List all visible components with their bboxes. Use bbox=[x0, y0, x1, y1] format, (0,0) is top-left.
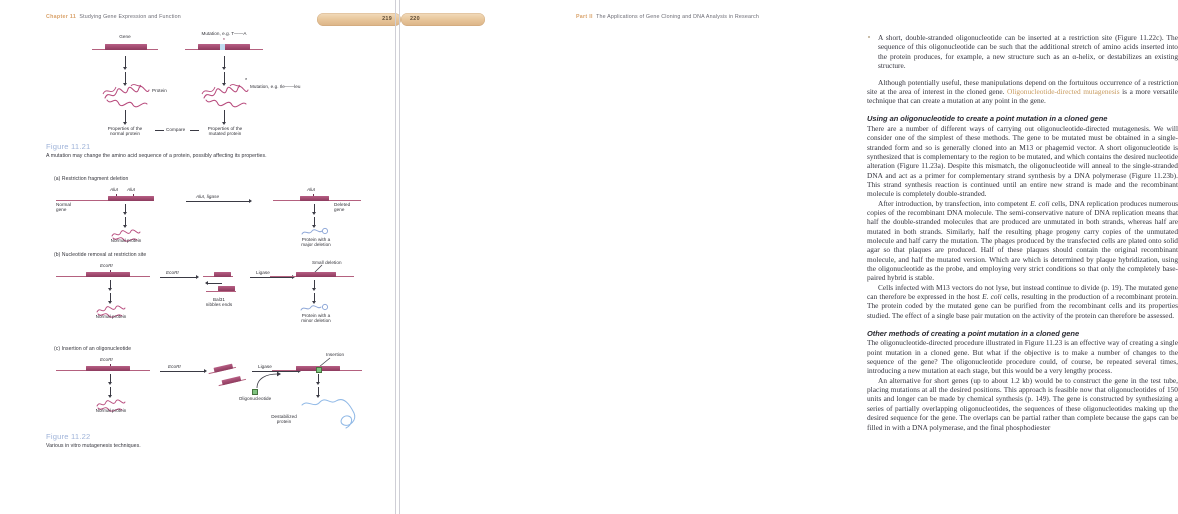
panel-a-result-protein-2: major deletion bbox=[301, 242, 331, 247]
panel-c-fragment-upper bbox=[208, 363, 237, 375]
panel-a-deleted-gene-1: Deleted bbox=[334, 202, 351, 207]
figure-11-22-panel-c bbox=[0, 346, 395, 426]
figure-11-21-graphic bbox=[0, 0, 395, 136]
panel-a-result-protein-1: Protein with a bbox=[301, 237, 331, 242]
species-name-ecoli-1: E. coli bbox=[1030, 198, 1050, 208]
paragraph-3-part-b: cells, DNA replication produces numerous copies of the recombinant DNA molecule. The semi-conservative nature of DNA replication means that half the double-stranded molecules that are produced are unmutated in both strands, whereas half are mutated in both strands. Similarly, half the resulting phage progeny carry copies of the unmutated molecule and half carry the mutation. The phages produced by the transfected cells are plated onto solid agar so that plaques are produced. Half of these plaques should contain the original recombinant molecule, and half the mutated version. Which are which is determined by plaque hybridization, using the oligonucleotide as the probe, and employing very strict conditions so that only the completely base-paired hybrid is stable. bbox=[867, 198, 1178, 283]
panel-a-enzyme-alu1-right: AluI bbox=[127, 187, 136, 192]
panel-c-fragment-lower bbox=[218, 375, 247, 387]
panel-b-result-protein-1: Protein with a bbox=[301, 313, 331, 318]
paragraph-4-part-b: cells, resulting in the production of a recombinant protein. The protein coded by the mutated gene can be purified from the recombinant cells and its properties studied. The effect of a single base pair mutation on the activity of the protein can therefore be assessed. bbox=[867, 292, 1178, 320]
panel-b-small-deletion-label: Small deletion bbox=[312, 260, 342, 265]
label-compare: Compare bbox=[166, 127, 186, 132]
running-head-chapter-number: Chapter 11 bbox=[46, 14, 77, 20]
page-number-right: 220 bbox=[410, 16, 420, 23]
right-page bbox=[401, 0, 1178, 514]
paragraph-gene-synthesis: An alternative for short genes (up to about 1.2 kb) would be to construct the gene in the test tube, placing mutations at all the desired positions. This approach is feasible now that oligonucleotides of 150 units and longer can be made by chemical synthesis (p. 149). The gene is constructed by synthesizing a series of partially overlapping oligonucleotides, the sequences of these oligonucleotides making up the desired sequence for the gene. The overlaps can be partial rather than complete because the gaps can be filled in with a DNA polymerase, and the final phosphodiester bbox=[867, 375, 1178, 432]
panel-b-title: (b) Nucleotide removal at restriction site bbox=[54, 252, 147, 258]
panel-c-enzyme-ecori-top: EcoRI bbox=[100, 357, 113, 362]
panel-c-reaction-ligase: Ligase bbox=[258, 364, 272, 369]
paragraph-1-part-a: Although potentially useful, these manipulations depend on the fortuitous occurrence of a restriction site at the area of interest in the cloned gene. bbox=[867, 77, 1178, 96]
body-text-column bbox=[867, 33, 1178, 432]
running-head-chapter-title: Studying Gene Expression and Function bbox=[79, 14, 181, 20]
panel-c-title: (c) Insertion of an oligonucleotide bbox=[54, 346, 132, 352]
paragraph-transfection bbox=[867, 199, 1178, 283]
figure-11-22-caption bbox=[46, 432, 346, 450]
label-protein: Protein bbox=[152, 88, 167, 93]
label-gene: Gene bbox=[119, 34, 131, 39]
figure-11-22-caption-text: Various in vitro mutagenesis techniques. bbox=[46, 443, 141, 449]
figure-11-21-number: Figure 11.21 bbox=[46, 142, 91, 151]
panel-a-enzyme-alu1-product: AluI bbox=[307, 187, 316, 192]
panel-a-normal-protein-label: Normal protein bbox=[110, 238, 142, 243]
panel-a-title: (a) Restriction fragment deletion bbox=[54, 176, 129, 182]
label-mutated-properties-2: mutated protein bbox=[208, 131, 242, 136]
label-normal-properties-2: normal protein bbox=[109, 131, 141, 136]
figure-11-21-caption bbox=[46, 142, 346, 160]
page-number-left: 219 bbox=[382, 16, 392, 23]
panel-c-destabilized-protein-squiggle bbox=[300, 395, 358, 431]
panel-a-reaction-label: AluI, ligase bbox=[196, 194, 220, 199]
panel-a-enzyme-alu1-left: AluI bbox=[110, 187, 119, 192]
paragraph-methods-overview: There are a number of different ways of carrying out oligonucleotide-directed mutagenesis. We will consider one of the simplest of these methods. The gene to be mutated must be obtained in a single-stranded form and so is generally cloned into an M13 or phagemid vector. A short oligonucleotide is synthesized that is complementary to the region to be mutated, and which contains the desired nucleotide alteration (Figure 11.23a). Despite this mismatch, the oligonucleotide will anneal to the single-stranded DNA and act as a primer for complementary strand synthesis by a DNA polymerase (Figure 11.23b). This strand synthesis reaction is continued until an entire new strand is made and the recombinant molecule is completely double-stranded. bbox=[867, 123, 1178, 199]
paragraph-1-part-b: is a more versatile technique that can create a mutation at any point in the gene. bbox=[867, 86, 1178, 106]
keyword-oligonucleotide-directed-mutagenesis: Oligonucleotide-directed mutagenesis bbox=[1007, 86, 1120, 96]
running-head-part-number: Part II bbox=[575, 14, 593, 20]
panel-a-normal-gene-1: Normal bbox=[56, 202, 72, 207]
species-name-ecoli-2: E. coli bbox=[982, 292, 1002, 302]
subheading-other-methods: Other methods of creating a point mutation in a cloned gene bbox=[867, 328, 1080, 338]
paragraph-3-part-a: After introduction, by transfection, into competent bbox=[878, 198, 1031, 208]
label-mutated-properties-1: Properties of the bbox=[207, 126, 243, 131]
panel-b-reaction-ecori: EcoRI bbox=[166, 270, 179, 275]
label-mutation-asterisk: * bbox=[222, 38, 226, 44]
panel-c-reaction-ecori: EcoRI bbox=[168, 364, 181, 369]
figure-11-22-number: Figure 11.22 bbox=[46, 432, 91, 441]
figure-11-21-caption-text: A mutation may change the amino acid sequence of a protein, possibly affecting its properties. bbox=[46, 153, 267, 159]
bullet-item bbox=[867, 33, 1178, 70]
panel-a-deleted-gene-2: gene bbox=[334, 207, 345, 212]
normal-protein-squiggle bbox=[101, 80, 153, 108]
bullet-dot-icon bbox=[868, 36, 870, 38]
paragraph-m13-cells bbox=[867, 283, 1178, 320]
bullet-paragraph: A short, double-stranded oligonucleotide can be inserted at a restriction site (Figure 11.22c). The sequence of this oligonucleotide can be such that the additional stretch of amino acids inserted into the protein produces, for example, a new structure such as an α-helix, or destabilizes an existing structure. bbox=[878, 33, 1178, 71]
panel-c-normal-protein-label: Normal protein bbox=[95, 408, 127, 413]
panel-b-bal31-1: Bal31 bbox=[213, 297, 225, 302]
panel-c-oligo-feed-arrow bbox=[255, 372, 285, 390]
panel-b-result-protein-2: minor deletion bbox=[301, 318, 331, 323]
paragraph-other-methods: The oligonucleotide-directed procedure illustrated in Figure 11.23 is an effective way of creating a single point mutation in a cloned gene. But what if the objective is to make a number of changes to the sequence of the gene? The oligonucleotide procedure could, of course, be repeated several times, introducing a new mutation at each stage, but this would be a very lengthy process. bbox=[867, 338, 1178, 376]
panel-c-result-protein-2: protein bbox=[276, 419, 292, 424]
panel-c-oligo-label: Oligonucleotide bbox=[238, 396, 272, 401]
panel-b-bal31-2: nibbles ends bbox=[205, 302, 233, 307]
paragraph-4-part-a: Cells infected with M13 vectors do not lyse, but instead continue to divide (p. 19). The mutated gene can therefore be expressed in the host bbox=[867, 282, 1178, 302]
paragraph-oligonucleotide-intro bbox=[867, 78, 1178, 106]
panel-c-insertion-label: Insertion bbox=[326, 352, 345, 357]
label-mutation-dna: Mutation, e.g. T——A bbox=[201, 31, 247, 36]
label-mutation-protein: Mutation, e.g. Ile——leu bbox=[250, 84, 301, 89]
panel-b-normal-protein-label: Normal protein bbox=[95, 314, 127, 319]
running-head-part-title: The Applications of Gene Cloning and DNA Analysis in Research bbox=[596, 14, 759, 20]
panel-b-enzyme-ecori-top: EcoRI bbox=[100, 263, 113, 268]
subheading-using-oligonucleotide: Using an oligonucleotide to create a point mutation in a cloned gene bbox=[867, 114, 1108, 124]
panel-a-normal-gene-2: gene bbox=[56, 207, 67, 212]
label-mutation-protein-asterisk: * bbox=[245, 78, 248, 84]
figure-11-22-panel-a bbox=[0, 176, 395, 247]
label-normal-properties-1: Properties of the bbox=[107, 126, 143, 131]
left-page bbox=[0, 0, 395, 514]
panel-c-result-protein-1: Destabilized bbox=[271, 414, 297, 419]
panel-b-reaction-ligase: Ligase bbox=[256, 270, 270, 275]
figure-11-22-panel-b bbox=[0, 252, 395, 328]
